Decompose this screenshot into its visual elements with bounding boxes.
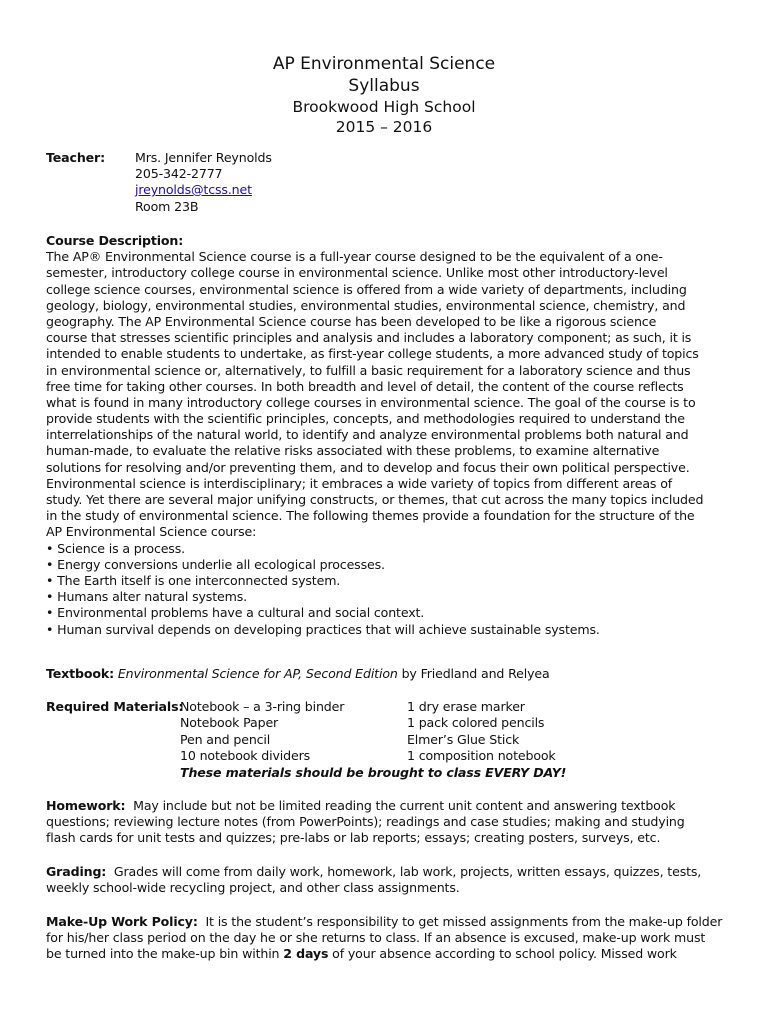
description-line: geography. The AP Environmental Science course has been developed to be like a rigorous science	[46, 313, 657, 329]
teacher-name: Mrs. Jennifer Reynolds	[135, 150, 272, 165]
textbook-authors: by Friedland and Relyea	[401, 666, 550, 681]
description-line: intended to enable students to undertake, as first-year college students, a more advanced study of topics	[46, 346, 699, 362]
description-line: course that stresses scientific principles and analysis and includes a laboratory component; as such, it is	[46, 330, 692, 346]
teacher-phone: 205-342-2777	[135, 166, 223, 181]
theme-bullet: • Energy conversions underlie all ecological processes.	[46, 556, 385, 572]
makeup-line: It is the student’s responsibility to get missed assignments from the make-up folder	[205, 914, 723, 929]
material-item: 1 composition notebook	[407, 748, 556, 763]
makeup-policy-section	[46, 914, 723, 963]
homework-label: Homework:	[46, 798, 126, 813]
required-materials-label: Required Materials:	[46, 699, 184, 714]
teacher-label: Teacher:	[46, 150, 105, 165]
homework-line: flash cards for unit tests and quizzes; pre-labs or lab reports; essays; creating posters, surveys, etc.	[46, 830, 661, 846]
material-item: 1 dry erase marker	[407, 699, 525, 714]
textbook-line	[46, 666, 550, 682]
makeup-line: of your absence according to school policy. Missed work	[328, 946, 677, 962]
theme-bullet: • Human survival depends on developing practices that will achieve sustainable systems.	[46, 621, 600, 637]
grading-section	[46, 864, 718, 896]
description-line: in environmental science or, alternatively, to fulfill a basic requirement for a laboratory science and thus	[46, 362, 691, 378]
document-type: Syllabus	[348, 76, 420, 96]
material-item: 1 pack colored pencils	[407, 715, 545, 730]
material-item: Notebook Paper	[180, 715, 279, 730]
description-line: The AP® Environmental Science course is a full-year course designed to be the equivalent of a one-	[46, 249, 663, 265]
homework-line: questions; reviewing lecture notes (from PowerPoints); readings and case studies; making and studying	[46, 814, 685, 830]
makeup-line: for his/her class period on the day he or she returns to class. If an absence is excused, make-up work must	[46, 930, 706, 946]
materials-note: These materials should be brought to class EVERY DAY!	[180, 765, 567, 780]
description-line: free time for taking other courses. In both breadth and level of detail, the content of the course reflects	[46, 378, 684, 394]
description-line: semester, introductory college course in environmental science. Unlike most other introductory-level	[46, 265, 668, 281]
description-line: interrelationships of the natural world, to identify and analyze environmental problems both natural and	[46, 427, 689, 443]
material-item: Pen and pencil	[180, 732, 271, 747]
description-line: AP Environmental Science course:	[46, 524, 257, 540]
description-line: Environmental science is interdisciplinary; it embraces a wide variety of topics from different areas of	[46, 475, 673, 491]
description-line: provide students with the scientific principles, concepts, and methodologies required to understand the	[46, 411, 685, 427]
theme-bullet: • The Earth itself is one interconnected system.	[46, 572, 341, 588]
description-line: human-made, to evaluate the relative risks associated with these problems, to examine alternative	[46, 443, 660, 459]
homework-line: May include but not be limited reading the current unit content and answering textbook	[133, 798, 676, 813]
makeup-deadline: 2 days	[283, 946, 329, 962]
description-line: college science courses, environmental science is offered from a wide variety of departments, including	[46, 281, 687, 297]
school-year: 2015 – 2016	[335, 118, 433, 136]
grading-label: Grading:	[46, 864, 107, 879]
material-item: 10 notebook dividers	[180, 748, 311, 763]
description-line: solutions for resolving and/or preventing them, and to develop and focus their own political perspective.	[46, 459, 690, 475]
material-item: Elmer’s Glue Stick	[407, 732, 520, 747]
description-line: what is found in many introductory college courses in environmental science. The goal of the course is to	[46, 394, 696, 410]
makeup-line: be turned into the make-up bin within	[46, 946, 284, 962]
course-description-label: Course Description:	[46, 233, 184, 248]
theme-bullet: • Humans alter natural systems.	[46, 589, 247, 605]
makeup-label: Make-Up Work Policy:	[46, 914, 198, 929]
theme-bullet: • Science is a process.	[46, 540, 185, 556]
grading-line: Grades will come from daily work, homework, lab work, projects, written essays, quizzes, tests,	[113, 864, 702, 879]
homework-section	[46, 798, 718, 847]
description-line: in the study of environmental science. The following themes provide a foundation for the structure of the	[46, 508, 695, 524]
grading-line: weekly school-wide recycling project, and other class assignments.	[46, 880, 460, 896]
description-line: geology, biology, environmental studies, environmental studies, environmental science, chemistry, and	[46, 297, 686, 313]
textbook-title: Environmental Science for AP, Second Edition	[117, 666, 398, 681]
school-name: Brookwood High School	[292, 98, 476, 116]
teacher-email-link[interactable]: jreynolds@tcss.net	[135, 182, 252, 197]
teacher-room: Room 23B	[135, 199, 199, 214]
material-item: Notebook – a 3-ring binder	[180, 699, 345, 714]
course-description	[46, 233, 718, 638]
textbook-label: Textbook:	[46, 666, 114, 681]
theme-bullet: • Environmental problems have a cultural and social context.	[46, 605, 425, 621]
description-line: study. Yet there are several major unifying constructs, or themes, that cut across the many topics included	[46, 492, 704, 507]
course-title: AP Environmental Science	[272, 54, 496, 74]
